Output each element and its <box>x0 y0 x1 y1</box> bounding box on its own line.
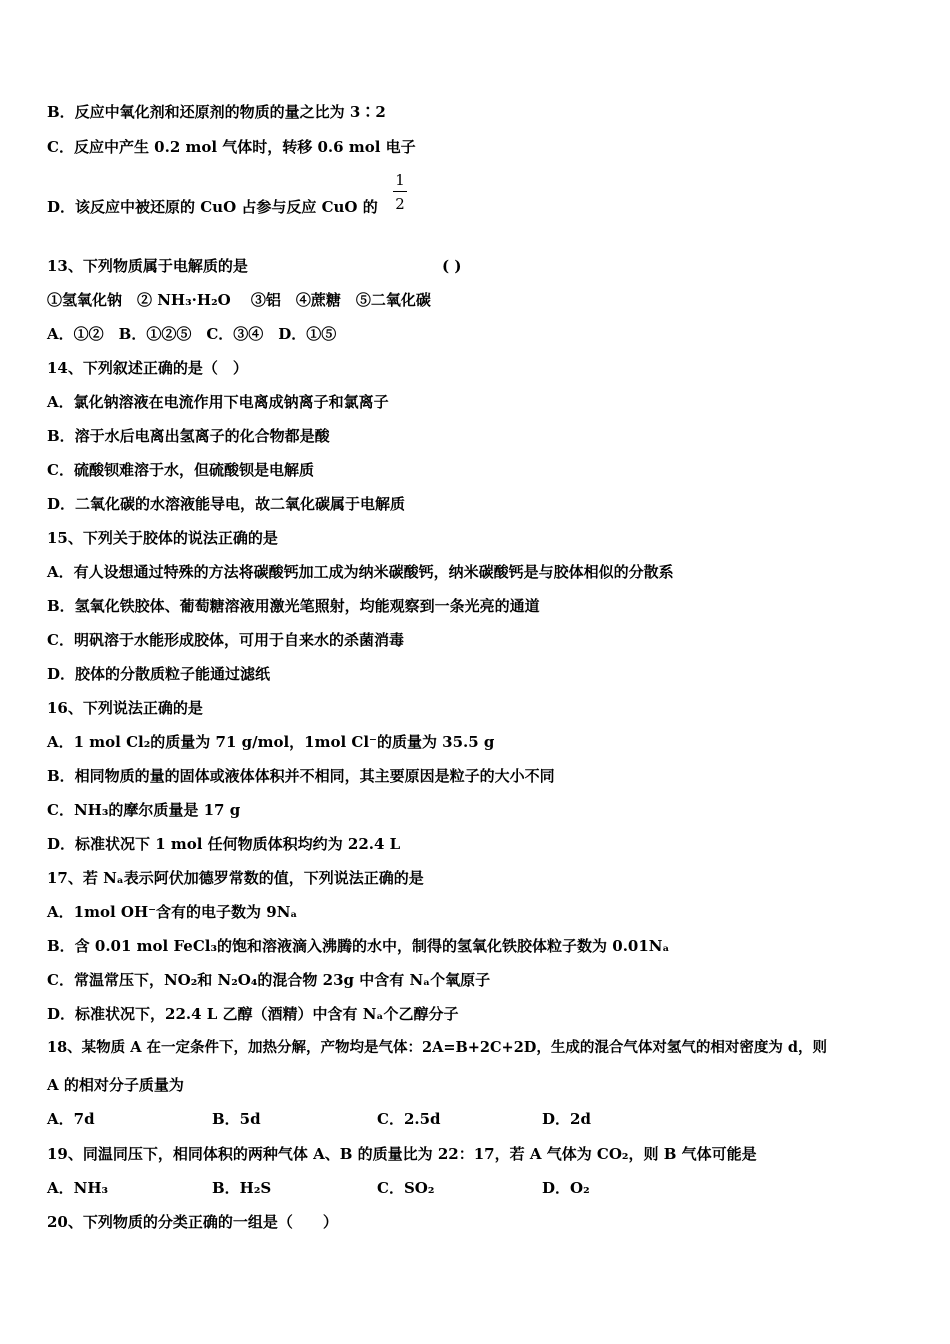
q12-option-d: D．该反应中被还原的 CuO 占参与反应 CuO 的 <box>47 198 378 216</box>
q13-answer-paren: ( ) <box>442 257 462 275</box>
q12-option-b: B．反应中氧化剂和还原剂的物质的量之比为 3∶2 <box>47 103 386 121</box>
q15-stem: 15、下列关于胶体的说法正确的是 <box>47 529 278 547</box>
q18-option-a: A．7d <box>47 1110 95 1128</box>
q14-option-c: C．硫酸钡难溶于水，但硫酸钡是电解质 <box>47 461 314 479</box>
q13-options: A．①② B．①②⑤ C．③④ D．①⑤ <box>47 325 337 343</box>
q14-stem: 14、下列叙述正确的是（ ） <box>47 359 248 377</box>
q14-option-a: A．氯化钠溶液在电流作用下电离成钠离子和氯离子 <box>47 393 389 411</box>
q16-option-d: D．标准状况下 1 mol 任何物质体积均约为 22.4 L <box>47 835 401 853</box>
q13-items: ①氢氧化钠 ② NH₃·H₂O ③铝 ④蔗糖 ⑤二氧化碳 <box>47 291 431 309</box>
fraction-one-half <box>393 170 407 214</box>
q18-stem-line1: 18、某物质 A 在一定条件下，加热分解，产物均是气体：2A=B+2C+2D，生成的混合气体对氢气的相对密度为 d，则 <box>47 1039 828 1056</box>
q19-option-d: D．O₂ <box>542 1179 590 1197</box>
q19-stem: 19、同温同压下，相同体积的两种气体 A、B 的质量比为 22：17，若 A 气体为 CO₂，则 B 气体可能是 <box>47 1145 757 1163</box>
fraction-denominator: 2 <box>395 195 405 213</box>
q12-option-c: C．反应中产生 0.2 mol 气体时，转移 0.6 mol 电子 <box>47 138 416 156</box>
q18-option-b: B．5d <box>212 1110 261 1128</box>
q17-option-c: C．常温常压下，NO₂和 N₂O₄的混合物 23g 中含有 Nₐ个氧原子 <box>47 971 491 989</box>
q15-option-a: A．有人设想通过特殊的方法将碳酸钙加工成为纳米碳酸钙，纳米碳酸钙是与胶体相似的分散系 <box>47 563 674 581</box>
q15-option-c: C．明矾溶于水能形成胶体，可用于自来水的杀菌消毒 <box>47 631 404 649</box>
q18-option-d: D．2d <box>542 1110 591 1128</box>
q19-option-a: A．NH₃ <box>47 1179 109 1197</box>
q15-option-b: B．氢氧化铁胶体、葡萄糖溶液用激光笔照射，均能观察到一条光亮的通道 <box>47 597 540 615</box>
q14-option-d: D．二氧化碳的水溶液能导电，故二氧化碳属于电解质 <box>47 495 406 513</box>
q17-option-a: A．1mol OH⁻含有的电子数为 9Nₐ <box>47 903 298 921</box>
fraction-bar <box>393 191 407 192</box>
q16-stem: 16、下列说法正确的是 <box>47 699 203 717</box>
q13-stem: 13、下列物质属于电解质的是 <box>47 257 248 275</box>
q15-option-d: D．胶体的分散质粒子能通过滤纸 <box>47 665 271 683</box>
q18-option-c: C．2.5d <box>377 1110 441 1128</box>
q16-option-a: A．1 mol Cl₂的质量为 71 g/mol，1mol Cl⁻的质量为 35.5 g <box>47 733 495 751</box>
q17-stem: 17、若 Nₐ表示阿伏加德罗常数的值，下列说法正确的是 <box>47 869 424 887</box>
q16-option-c: C．NH₃的摩尔质量是 17 g <box>47 801 241 819</box>
q16-option-b: B．相同物质的量的固体或液体体积并不相同，其主要原因是粒子的大小不同 <box>47 767 555 785</box>
fraction-numerator: 1 <box>395 171 405 189</box>
q18-stem-line2: A 的相对分子质量为 <box>47 1076 184 1094</box>
q17-option-d: D．标准状况下，22.4 L 乙醇（酒精）中含有 Nₐ个乙醇分子 <box>47 1005 459 1023</box>
q19-option-b: B．H₂S <box>212 1179 272 1197</box>
q17-option-b: B．含 0.01 mol FeCl₃的饱和溶液滴入沸腾的水中，制得的氢氧化铁胶体粒子数为 0.01Nₐ <box>47 937 670 955</box>
q14-option-b: B．溶于水后电离出氢离子的化合物都是酸 <box>47 427 330 445</box>
q20-stem: 20、下列物质的分类正确的一组是（ ） <box>47 1213 338 1231</box>
q19-option-c: C．SO₂ <box>377 1179 435 1197</box>
